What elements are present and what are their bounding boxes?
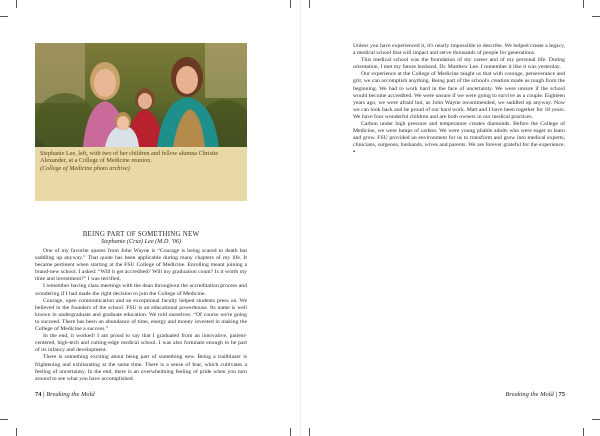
article-byline: Stephanie (Cruz) Lee (M.D. '06) xyxy=(100,238,182,245)
paragraph: One of my favorite quotes from John Wayne is “Courage is being scared to death but saddling up anyway.” That quote has been applicable during many chapters of my life. It became pertinent when starting at the FSU College of Medicine. Enrolling meant joining a brand-new school. I asked: “Will it get accredited? Will my graduation count? Is it worth my time and investment?” I was terrified. xyxy=(35,248,247,283)
crop-mark xyxy=(583,428,584,436)
left-page-body xyxy=(35,248,247,383)
crop-mark xyxy=(592,16,600,17)
caption-credit: (College of Medicine photo archive) xyxy=(40,164,130,172)
left-page-footer: 74 | Breaking the Mold xyxy=(35,391,95,398)
crop-mark xyxy=(0,419,8,420)
page-number: 74 xyxy=(35,391,42,398)
right-page-footer: Breaking the Mold | 75 xyxy=(505,391,565,398)
photo-caption-box xyxy=(35,147,247,201)
reunion-photo xyxy=(35,43,247,147)
paragraph: I remember having class meetings with the dean throughout the accreditation process and wondering if I had made the right decision to join the College of Medicine. xyxy=(35,283,247,297)
crop-mark xyxy=(592,419,600,420)
right-page-body xyxy=(353,43,565,157)
paragraph: In the end, it worked! I am proud to say that I graduated from an innovative, patient-centered, high-tech and cutting-edge medical school. I was also fortunate enough to be part of its infancy and development. xyxy=(35,333,247,354)
crop-mark xyxy=(16,0,17,8)
crop-mark xyxy=(0,16,8,17)
crop-mark xyxy=(583,0,584,8)
crop-mark xyxy=(16,428,17,436)
book-title: Breaking the Mold xyxy=(505,391,554,398)
caption-text: Stephanie Lee, left, with two of her children and fellow alumna Christie Alexander, at a College of Medicine reunion. xyxy=(40,150,219,165)
crop-mark xyxy=(309,428,310,436)
book-title: Breaking the Mold xyxy=(46,391,95,398)
article-heading: BEING PART OF SOMETHING NEW xyxy=(82,230,200,238)
paragraph: This medical school was the foundation of my career and of my personal life. During orientation, I met my future husband, Dr. Matthew Lee. I remember it like it was yesterday. xyxy=(353,57,565,71)
paragraph: Carbon under high pressure and temperature creates diamonds. Before the College of Medicine, we were lumps of carbon. We were young pliable adults who were eager to learn and grow. FSU provided an environment for us to transform and grow into medical experts, clinicians, surgeons, husbands, wives and parents. We are forever grateful for the experience. ▪ xyxy=(353,121,565,156)
paragraph: Unless you have experienced it, it's nearly impossible to describe. We helped create a legacy, a medical school that will impact and serve thousands of people for generations. xyxy=(353,43,565,57)
crop-mark xyxy=(290,0,291,8)
page-number: 75 xyxy=(558,391,565,398)
crop-mark xyxy=(309,0,310,8)
spread-gutter xyxy=(300,0,301,436)
paragraph: Courage, open communication and an exceptional faculty helped students press on. We believed in the founders of the school. FSU is an educational powerhouse. Its name is well known in undergraduate and graduate education. We told ourselves: “Of course we're going to succeed. There has been an abundance of time, energy and money invested in making the College of Medicine a success.” xyxy=(35,297,247,333)
paragraph: There is something exciting about being part of something new. Being a trailblazer is frightening and exhilarating at the same time. There is a sense of fear, which cultivates a feeling of uncertainty. In the end, there is an overwhelming feeling of pride when you turn around to see what you have accomplished. xyxy=(35,354,247,382)
paragraph: Our experience at the College of Medicine taught us that with courage, perseverance and grit, we can accomplish anything. Being part of the school's creation made us tough from the beginning. We had to work hard in the face of uncertainty. We were unsure if the school would become accredited. We were unsure if we were going to survive as a couple. Eighteen years ago, we were afraid but, as John Wayne recommended, we saddled up anyway. Now we can look back and be proud of our hard work. Matt and I have been together for 18 years. We have four wonderful children and are both owners in our medical practices. xyxy=(353,71,565,120)
photo-caption xyxy=(40,150,242,172)
crop-mark xyxy=(290,428,291,436)
